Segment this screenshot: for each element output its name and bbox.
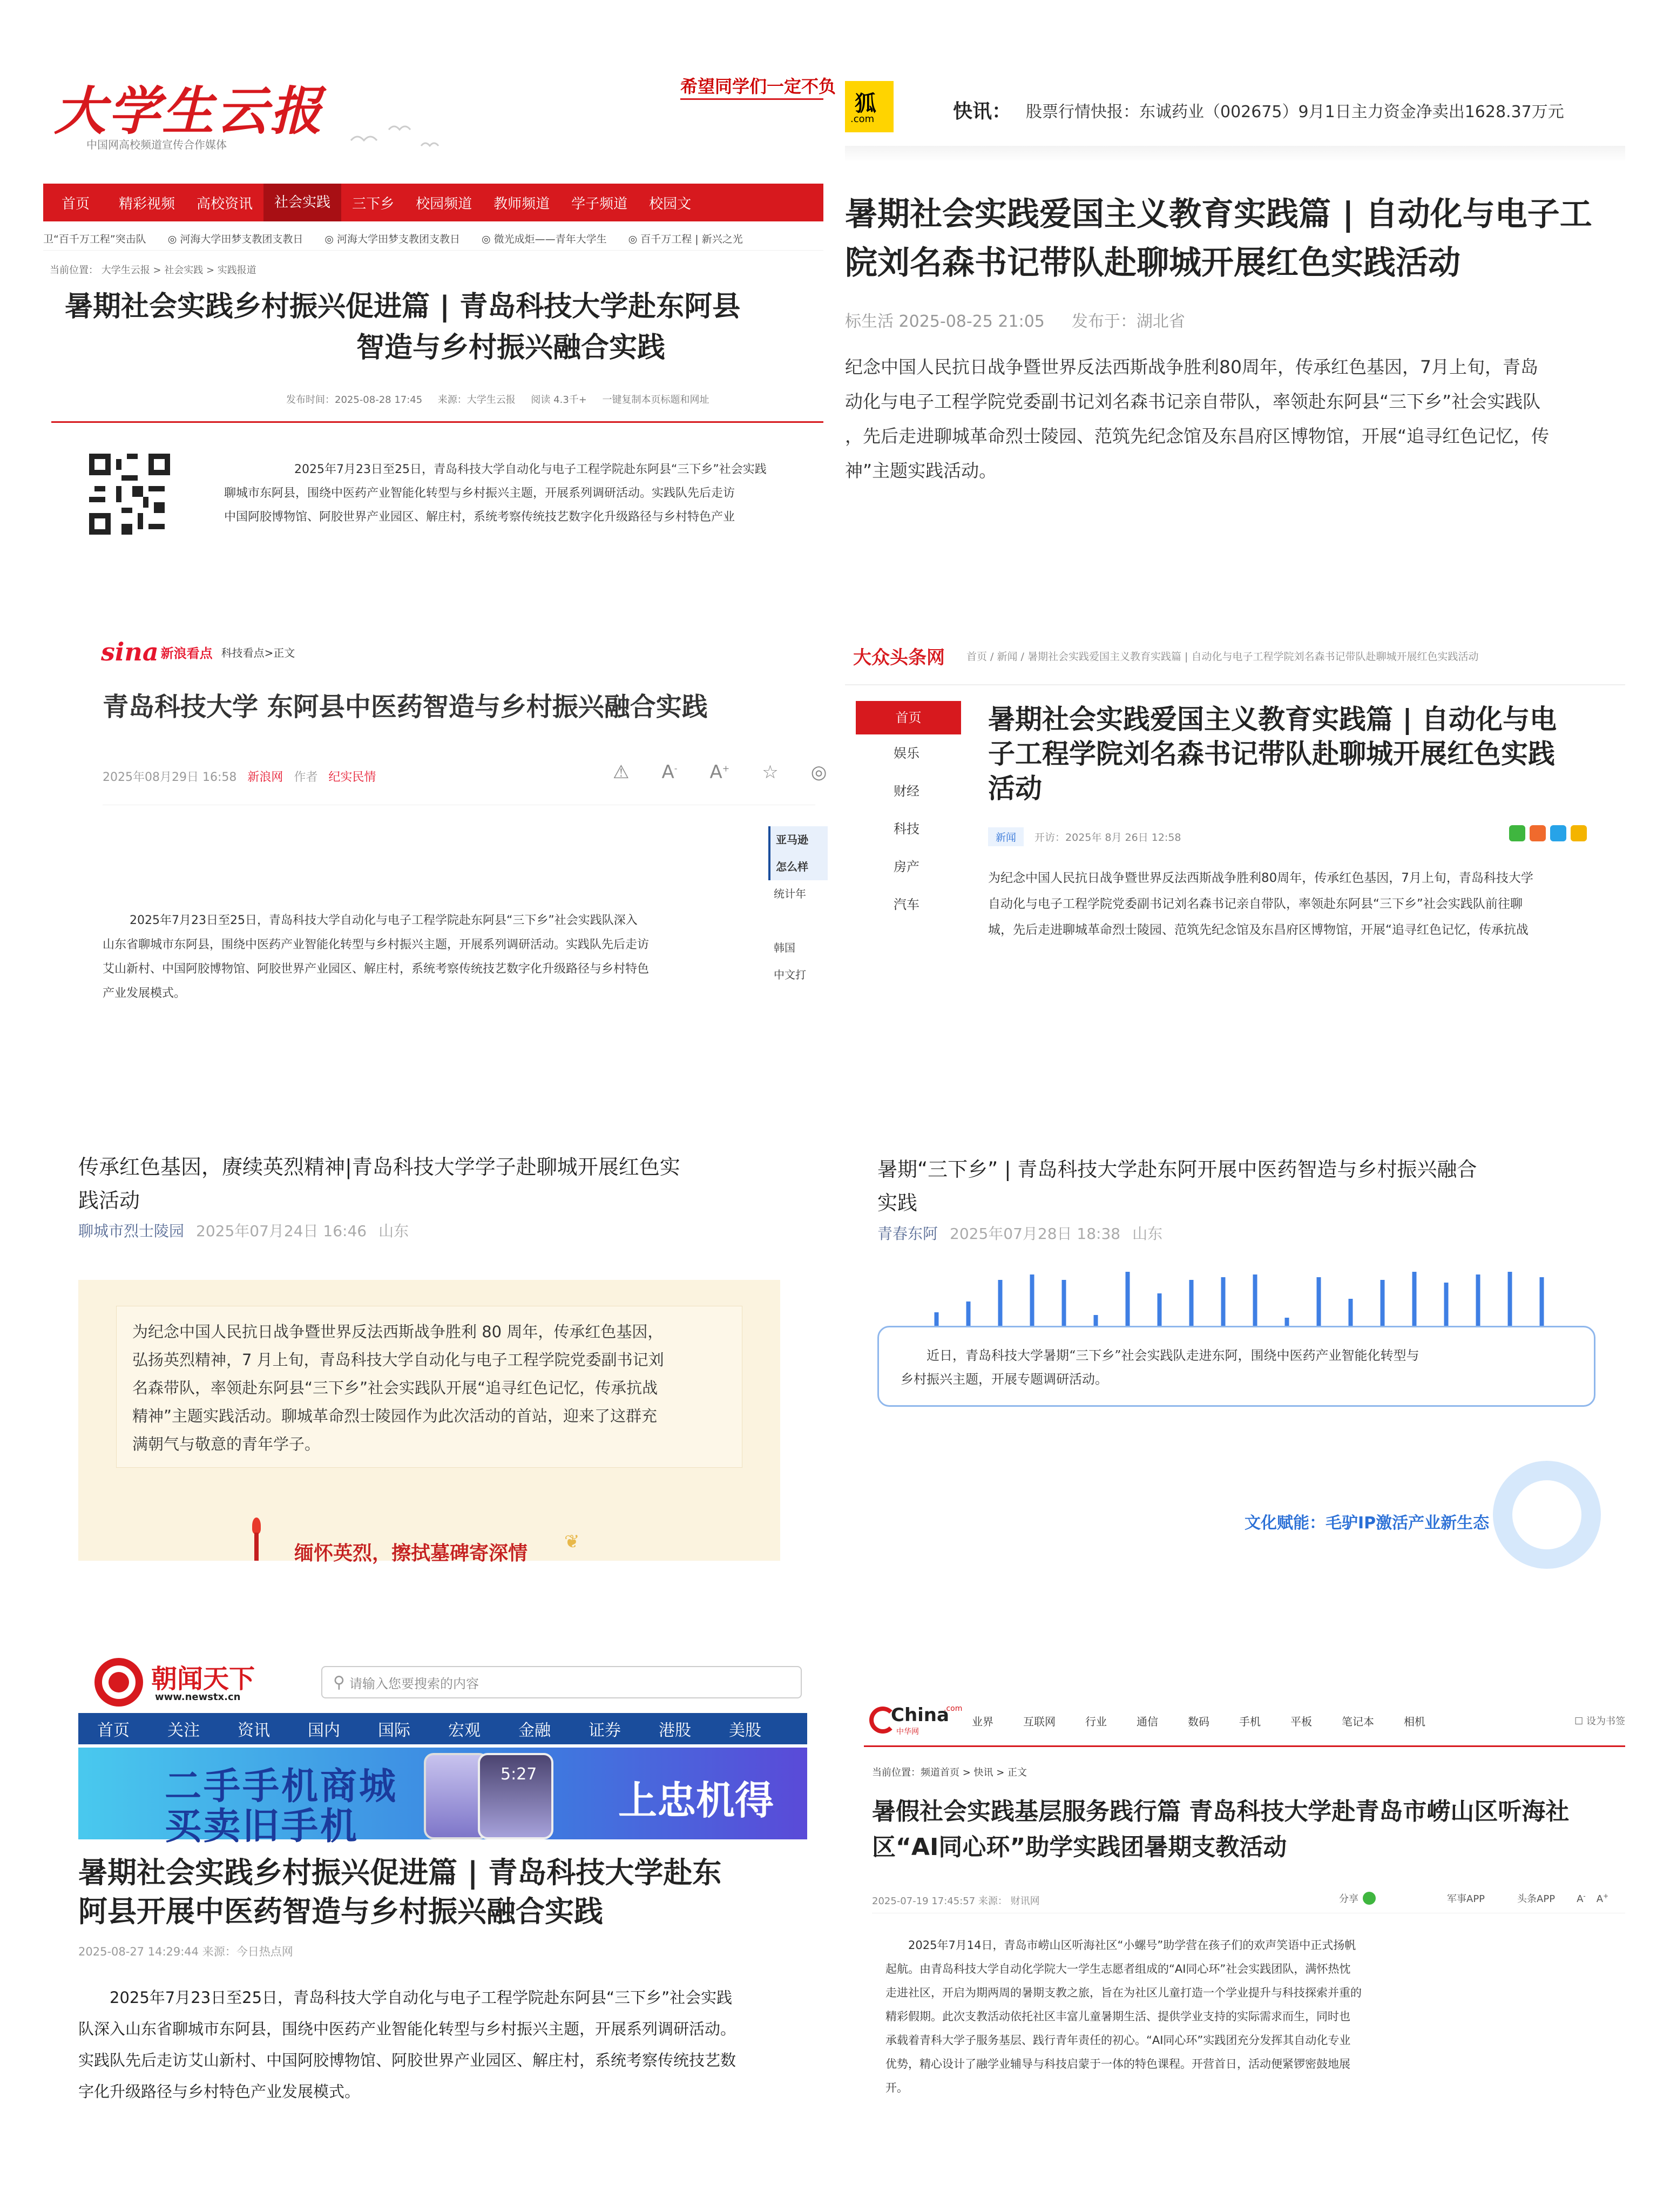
search-icon: ⚲ xyxy=(333,1673,345,1692)
source-account[interactable]: 青春东阿 xyxy=(877,1225,938,1243)
article-card xyxy=(78,1280,780,1564)
qr-code-icon[interactable] xyxy=(89,454,170,535)
breadcrumb: 首页 / 新闻 / 暑期社会实践爱国主义教育实践篇 | 自动化与电子工程学院刘名森书记带队赴聊城开展红色实践活动 xyxy=(966,651,1479,663)
favorite-icon[interactable]: ☆ xyxy=(762,761,779,783)
doves-icon: ❦ xyxy=(564,1531,580,1553)
article-body: 近日，青岛科技大学暑期“三下乡”社会实践队走进东阿，围绕中医药产业智能化转型与 乡村振兴主题，开展专题调研活动。 xyxy=(901,1348,1419,1387)
decorative-bar xyxy=(1221,1277,1226,1326)
nav-item[interactable]: 相机 xyxy=(1404,1715,1425,1728)
panel-qingchun-donge xyxy=(877,1148,1601,1547)
header-divider xyxy=(845,684,1625,685)
nav-item-intl[interactable]: 国际 xyxy=(378,1721,410,1740)
side-nav-auto[interactable]: 汽车 xyxy=(894,897,919,912)
flash-news[interactable]: 股票行情快报：东诚药业（002675）9月1日主力资金净卖出1628.37万元 xyxy=(1026,103,1564,122)
nav-item[interactable]: 业界 xyxy=(972,1715,993,1728)
site-logo[interactable]: 朝闻天下 www.newstx.cn xyxy=(94,1658,289,1707)
article-title: 传承红色基因，赓续英烈精神|青岛科技大学学子赴聊城开展红色实 践活动 xyxy=(78,1155,680,1212)
side-item[interactable]: 怎么样 xyxy=(768,853,828,880)
nav-item-macro[interactable]: 宏观 xyxy=(448,1721,481,1740)
header-divider xyxy=(864,1745,1625,1747)
font-larger-icon[interactable]: A+ xyxy=(709,761,730,783)
app-links xyxy=(1447,1891,1608,1905)
nav-item-us[interactable]: 美股 xyxy=(729,1721,761,1740)
article-body: 2025年7月14日，青岛市崂山区听海社区“小螺号”助学营在孩子们的欢声笑语中正式扬帆 起航。由青岛科技大学自动化学院大一学生志愿者组成的“AI同心环”社会实践团队，满怀热忱 走进社区，开启为期两周的暑期支教之旅，旨在为社区儿童打造一个学业提升与科技探索并重的 精彩假期。此次支教活动依托社区丰富儿童暑期生活、提供学业支持的实际需求而生，同时也 承载着青科大学子服务基层、践行青年责任的初心。“AI同心环”实践团充分发挥其自动化专业 优势，精心设计了融学业辅导与科技启蒙于一体的特色课程。开营首日，活动便紧锣密鼓地展 开。 xyxy=(885,1939,1362,2094)
nav-item-hk[interactable]: 港股 xyxy=(659,1721,691,1740)
decorative-bars xyxy=(921,1272,1558,1326)
wechat-icon[interactable] xyxy=(1509,825,1525,841)
share-area xyxy=(1339,1891,1376,1905)
ticker-item[interactable]: ◎ 微光成炬——青年大学生 xyxy=(481,233,607,245)
logo-mark-icon xyxy=(109,1672,129,1692)
nav-item-teacher[interactable]: 教师频道 xyxy=(493,195,550,212)
panel-zhaowen-tianxia xyxy=(78,1653,807,2139)
share-icons xyxy=(1509,825,1587,841)
font-larger-icon[interactable]: A+ xyxy=(1596,1892,1609,1905)
section-banner: 缅怀英烈，擦拭墓碑寄深情 xyxy=(294,1542,528,1564)
article-body: 2025年7月23日至25日，青岛科技大学自动化与电子工程学院赴东阿县“三下乡”社会实践 聊城市东阿县，围绕中医药产业智能化转型与乡村振兴主题，开展系列调研活动。实践队先后走访 中国阿胶博物馆、阿胶世界产业园区、解庄村，系统考察传统技艺数字化升级路径与乡村特色产业 xyxy=(224,463,767,524)
side-nav-home[interactable]: 首页 xyxy=(856,701,961,734)
flash-label: 快讯： xyxy=(953,100,1012,123)
nav-item-finance[interactable]: 金融 xyxy=(518,1721,551,1740)
side-item[interactable]: 中文打 xyxy=(774,968,806,981)
title-divider xyxy=(51,421,823,423)
decorative-bar xyxy=(1317,1277,1321,1326)
nav-item[interactable]: 笔记本 xyxy=(1342,1715,1374,1728)
decorative-bar xyxy=(1126,1272,1130,1326)
breadcrumb: 当前位置：频道首页 > 快讯 > 正文 xyxy=(872,1767,1027,1778)
phone-image: 5:27 xyxy=(478,1753,553,1839)
weibo-icon[interactable] xyxy=(1530,825,1546,841)
font-smaller-icon[interactable]: A- xyxy=(1577,1892,1586,1905)
panel-liaocheng-lingyuan xyxy=(78,1139,780,1564)
decorative-bar xyxy=(1349,1299,1353,1326)
nav-item-securities[interactable]: 证券 xyxy=(589,1721,621,1740)
qq-icon[interactable] xyxy=(1550,825,1566,841)
side-nav-ent[interactable]: 娱乐 xyxy=(894,746,919,761)
article-body: 2025年7月23日至25日，青岛科技大学自动化与电子工程学院赴东阿县“三下乡”社会实践队深入 山东省聊城市东阿县，围绕中医药产业智能化转型与乡村振兴主题，开展系列调研活动。实践队先后走访 艾山新村、中国阿胶博物馆、阿胶世界产业园区、解庄村，系统考察传统技艺数字化升级路径与乡村特色 产业发展模式。 xyxy=(103,914,650,1000)
nav-item[interactable]: 通信 xyxy=(1137,1715,1158,1728)
nav-item-practice[interactable]: 社会实践 xyxy=(263,184,341,221)
site-logo[interactable]: 大学生云报 xyxy=(54,80,324,141)
site-logo[interactable]: China .com 中华网 xyxy=(869,1704,961,1737)
intro-card xyxy=(877,1326,1595,1407)
category-tag[interactable]: 新闻 xyxy=(988,827,1024,846)
side-item[interactable]: 韩国 xyxy=(774,941,795,954)
article-body: 为纪念中国人民抗日战争暨世界反法西斯战争胜利80周年，传承红色基因，7月上旬，青岛科技大学 自动化与电子工程学院党委副书记刘名森书记亲自带队，率领赴东阿县“三下乡”社会实践队前往聊 城，先后走进聊城革命烈士陵园、范筑先纪念馆及东昌府区博物馆，开展“追寻红色记忆，传承抗战 xyxy=(988,871,1533,937)
side-list xyxy=(768,826,828,988)
site-logo[interactable]: 狐 .com xyxy=(845,81,894,132)
site-header xyxy=(869,1704,1625,1737)
decorative-bar xyxy=(1381,1280,1385,1326)
side-nav xyxy=(856,701,961,923)
logo-subtitle: 中国网高校频道宣传合作媒体 xyxy=(86,138,227,151)
side-nav-finance[interactable]: 财经 xyxy=(894,784,919,799)
share-icon[interactable] xyxy=(1363,1892,1376,1905)
decorative-bar xyxy=(966,1301,971,1326)
nav-item-home[interactable]: 首页 xyxy=(97,1721,130,1740)
section-heading: 文化赋能：毛驴IP激活产业新生态 xyxy=(1245,1514,1490,1533)
source-account[interactable]: 聊城市烈士陵园 xyxy=(78,1222,185,1240)
article-meta: 新闻 开访：2025年 8月 26日 12:58 xyxy=(988,827,1181,846)
article-meta: 聊城市烈士陵园 2025年07月24日 16:46 山东 xyxy=(78,1219,409,1241)
decorative-bar xyxy=(1285,1318,1289,1326)
slogan: 希望同学们一定不负 xyxy=(680,76,836,97)
article-meta: 发布时间：2025-08-28 17:45 来源：大学生云报 阅读 4.3千+ 一键复制本页标题和网址 xyxy=(286,394,709,406)
nav-item-focus[interactable]: 关注 xyxy=(167,1721,200,1740)
article-title: 暑期社会实践乡村振兴促进篇 | 青岛科技大学赴东 阿县开展中医药智造与乡村振兴融合实践 xyxy=(78,1856,722,1928)
nav-item-more[interactable]: 校园文 xyxy=(649,195,692,212)
side-item[interactable]: 亚马逊 xyxy=(768,826,828,853)
decorative-bar xyxy=(1030,1274,1034,1326)
ad-banner[interactable]: 二手手机商城 买卖旧手机 5:27 上忠机得 xyxy=(78,1748,807,1839)
nav-item[interactable]: 数码 xyxy=(1188,1715,1209,1728)
meta-source[interactable]: 标生活 2025-08-25 21:05 xyxy=(845,312,1045,331)
site-logo[interactable]: 大众头条网 xyxy=(853,647,945,669)
ticker-item[interactable]: ◎ 河海大学田梦支教团支教日 xyxy=(167,233,303,245)
article-tools xyxy=(613,761,827,783)
nav-item-home[interactable]: 首页 xyxy=(62,195,90,212)
decorative-bar xyxy=(1158,1293,1162,1326)
breadcrumb: 科技看点>正文 xyxy=(221,646,295,659)
source-link[interactable]: 新浪网 xyxy=(247,771,283,784)
article-body: 2025年7月23日至25日，青岛科技大学自动化与电子工程学院赴东阿县“三下乡”社会实践 队深入山东省聊城市东阿县，围绕中医药产业智能化转型与乡村振兴主题，开展系列调研活动。 实践队先后走访艾山新村、中国阿胶博物馆、阿胶世界产业园区、解庄村，系统考察传统技艺数 字化升级路径与乡村特色产业发展模式。 xyxy=(78,1988,736,2101)
article-body: 纪念中国人民抗日战争暨世界反法西斯战争胜利80周年，传承红色基因，7月上旬，青岛 动化与电子工程学院党委副书记刘名森书记亲自带队，率领赴东阿县“三下乡”社会实践队 ，先后走进聊城革命烈士陵园、范筑先纪念馆及东昌府区博物馆，开展“追寻红色记忆，传 神”主题实践活动。 xyxy=(845,356,1550,481)
breadcrumb: 当前位置： 大学生云报 > 社会实践 > 实践报道 xyxy=(50,265,256,276)
nav-item[interactable]: 互联网 xyxy=(1023,1715,1056,1728)
article-body: 为纪念中国人民抗日战争暨世界反法西斯战争胜利 80 周年，传承红色基因， 弘扬英烈精神，7 月上旬，青岛科技大学自动化与电子工程学院党委副书记刘 名森带队，率领赴东阿县“三下乡”社会实践队开展“追寻红色记忆，传承抗战 精神”主题实践活动。聊城革命烈士陵园作为此次活动的首站，迎来了这群充 满朝气与敬意的青年学子。 xyxy=(132,1323,664,1453)
font-smaller-icon[interactable]: A- xyxy=(661,761,678,783)
share-label[interactable]: 分享 xyxy=(1339,1893,1358,1905)
toutiao-app-link[interactable]: 头条APP xyxy=(1517,1893,1556,1905)
decorative-bar xyxy=(998,1280,1003,1326)
decorative-bar xyxy=(1253,1274,1257,1326)
decorative-bar xyxy=(1062,1280,1066,1326)
decorative-bar xyxy=(1540,1277,1544,1326)
article-meta: 青春东阿 2025年07月28日 18:38 山东 xyxy=(877,1222,1162,1244)
military-app-link[interactable]: 军事APP xyxy=(1447,1893,1485,1905)
nav-item[interactable]: 行业 xyxy=(1085,1715,1107,1728)
report-icon[interactable]: ⚠ xyxy=(613,761,630,783)
decorative-bar xyxy=(1476,1274,1480,1326)
main-nav xyxy=(78,1713,807,1744)
side-item[interactable] xyxy=(768,907,828,934)
nav-item[interactable]: 平板 xyxy=(1290,1715,1312,1728)
decorative-bar xyxy=(935,1312,939,1326)
article-meta xyxy=(845,308,1185,332)
decorative-arc xyxy=(1493,1461,1601,1569)
article-title: 青岛科技大学 东阿县中医药智造与乡村振兴融合实践 xyxy=(103,692,708,722)
nav-item-news[interactable]: 高校资讯 xyxy=(197,195,253,212)
decorative-bar xyxy=(1189,1280,1194,1326)
nav-item-info[interactable]: 资讯 xyxy=(238,1721,270,1740)
article-meta: 2025年08月29日 16:58 新浪网 作者 纪实民情 xyxy=(103,768,376,785)
decorative-bar xyxy=(1412,1272,1417,1326)
panel-china-com xyxy=(864,1696,1625,2117)
panel-daxuesheng-yunbao xyxy=(43,49,836,545)
side-nav-tech[interactable]: 科技 xyxy=(894,821,919,837)
decorative-bar xyxy=(1444,1283,1449,1326)
article-meta: 2025-07-19 17:45:57 来源： 财讯网 xyxy=(872,1896,1040,1907)
site-header xyxy=(853,643,1478,669)
decorative-bar xyxy=(1508,1272,1512,1326)
site-logo[interactable]: sina 新浪看点 科技看点>正文 xyxy=(101,637,295,666)
article-title: 暑期社会实践爱国主义教育实践篇 | 自动化与电子工 院刘名森书记带队赴聊城开展红色实践活动 xyxy=(845,195,1592,282)
torch-icon xyxy=(246,1518,267,1561)
author-link[interactable]: 纪实民情 xyxy=(328,771,376,784)
side-nav-house[interactable]: 房产 xyxy=(894,859,919,874)
birds-decoration xyxy=(346,108,464,157)
share-icon[interactable]: ◎ xyxy=(810,761,827,783)
nav-item[interactable]: 手机 xyxy=(1239,1715,1261,1728)
article-title: 暑期社会实践乡村振兴促进篇 | 青岛科技大学赴东阿县 智造与乡村振兴融合实践 xyxy=(65,291,741,364)
qzone-icon[interactable] xyxy=(1571,825,1587,841)
ticker-item[interactable]: ◎ 河海大学田梦支教团支教日 xyxy=(324,233,460,245)
meta-place: 发布于：湖北省 xyxy=(1071,312,1185,331)
search-input[interactable]: 请输入您要搜索的内容 xyxy=(349,1676,479,1691)
nav-item-video[interactable]: 精彩视频 xyxy=(119,195,175,212)
ticker-item[interactable]: 卫“百千万工程”突击队 xyxy=(43,233,146,245)
panel-sohu xyxy=(845,49,1625,535)
nav-item-student[interactable]: 学子频道 xyxy=(571,195,628,212)
main-nav xyxy=(43,184,823,221)
article-meta: 2025-08-27 14:29:44 来源：今日热点网 xyxy=(78,1945,293,1958)
ticker-item[interactable]: ◎ 百千万工程 | 新兴之光 xyxy=(628,233,743,245)
panel-sina xyxy=(94,626,827,1004)
news-ticker xyxy=(43,227,823,251)
slogan-underline xyxy=(680,98,823,100)
header-divider xyxy=(845,146,1625,162)
nav-item-sanxiaxiang[interactable]: 三下乡 xyxy=(352,195,395,212)
article-title: 暑假社会实践基层服务践行篇 青岛科技大学赴青岛市崂山区听海社 区“AI同心环”助学实践团暑期支教活动 xyxy=(872,1798,1570,1861)
article-title: 暑期社会实践爱国主义教育实践篇 | 自动化与电 子工程学院刘名森书记带队赴聊城开展红色实践 活动 xyxy=(988,704,1557,804)
nav-item-domestic[interactable]: 国内 xyxy=(308,1721,340,1740)
nav-item-campus[interactable]: 校园频道 xyxy=(416,195,472,212)
bookmark-link[interactable]: ☐ 设为书签 xyxy=(1574,1716,1625,1727)
article-title: 暑期“三下乡” | 青岛科技大学赴东阿开展中医药智造与乡村振兴融合 实践 xyxy=(877,1158,1477,1215)
side-item[interactable]: 统计年 xyxy=(774,887,806,900)
decorative-bar xyxy=(1094,1315,1098,1326)
search-box[interactable] xyxy=(321,1666,802,1698)
panel-dazhong-toutiao xyxy=(845,632,1625,999)
